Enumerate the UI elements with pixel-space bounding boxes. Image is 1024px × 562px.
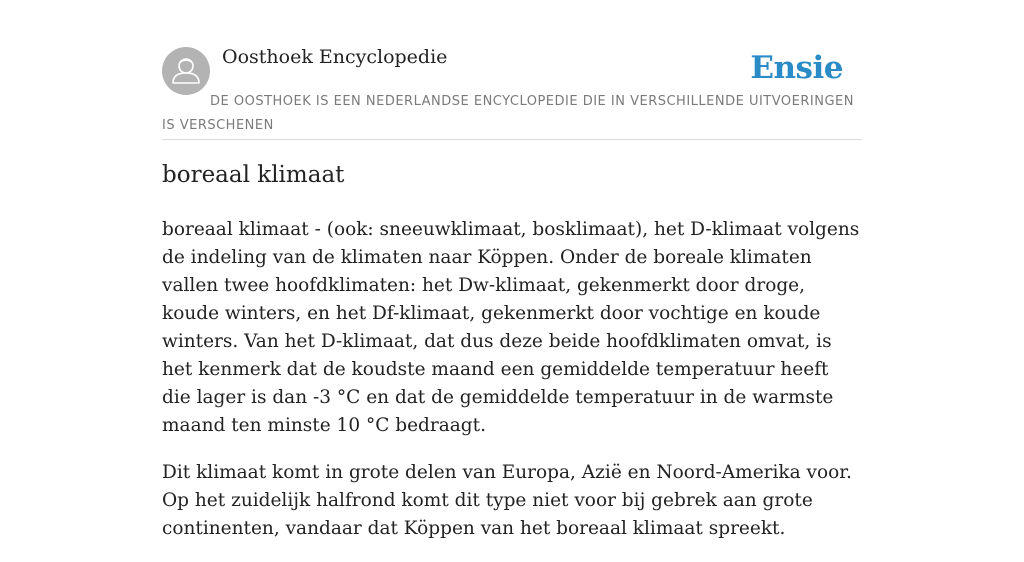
ensie-logo-link[interactable]: Ensie (750, 50, 843, 86)
source-avatar[interactable] (162, 47, 210, 95)
article-title: boreaal klimaat (162, 162, 345, 188)
article-body (162, 216, 862, 562)
source-header (162, 0, 862, 140)
source-description: DE OOSTHOEK IS EEN NEDERLANDSE ENCYCLOPEDIE DIE IN VERSCHILLENDE UITVOERINGEN IS VERSCHENEN (162, 94, 854, 133)
source-title-link[interactable]: Oosthoek Encyclopedie (222, 46, 448, 68)
article-paragraph: Dit klimaat komt in grote delen van Europa, Azië en Noord-Amerika voor. Op het zuidelijk halfrond komt dit type niet voor bij gebrek aan grote continenten, vandaar dat Köppen van het boreaal klimaat spreekt. (162, 462, 852, 539)
article-paragraph: boreaal klimaat - (ook: sneeuwklimaat, bosklimaat), het D-klimaat volgens de indeling van de klimaten naar Köppen. Onder de boreale klimaten vallen twee hoofdklimaten: het Dw-klimaat, gekenmerkt door droge, koude winters, en het Df-klimaat, gekenmerkt door vochtige en koude winters. Van het D-klimaat, dat dus deze beide hoofdklimaten omvat, is het kenmerk dat de koudste maand een gemiddelde temperatuur heeft die lager is dan -3 °C en dat de gemiddelde temperatuur in de warmste maand ten minste 10 °C bedraagt. (162, 219, 860, 436)
page-container (162, 0, 862, 539)
user-icon (162, 47, 210, 95)
